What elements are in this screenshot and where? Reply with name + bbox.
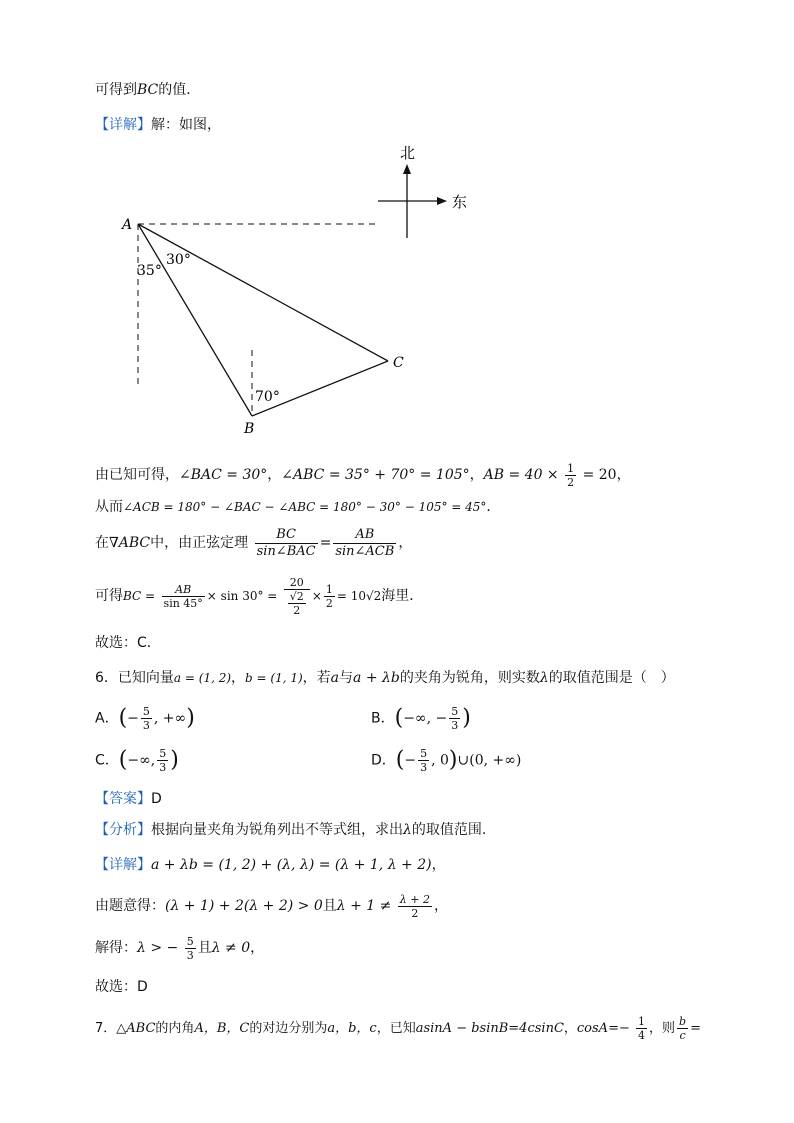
sine-f2-num: AB — [333, 527, 396, 544]
cond-pre: 由题意得： — [95, 898, 165, 914]
q7-triangle: △ABC — [116, 1021, 156, 1036]
intro-text-end: 的值． — [158, 82, 201, 98]
eq1-ab: AB = 40 × — [483, 467, 559, 483]
eq2-end: ． — [486, 499, 501, 515]
option-d-den: 3 — [420, 761, 428, 774]
option-b[interactable] — [371, 705, 471, 732]
q6-sep: ， — [231, 670, 246, 686]
eq4-f2-num: 20 — [284, 576, 310, 590]
option-a-post: , +∞ — [153, 710, 187, 727]
cond-lhs: λ + 1 ≠ — [336, 898, 392, 914]
option-a-den: 3 — [142, 719, 150, 732]
option-a-label: A． — [95, 710, 119, 727]
eq3-line — [95, 526, 412, 560]
sol-num: 5 — [186, 934, 194, 948]
detail2-end: ， — [431, 857, 446, 873]
eq4-mul: × sin 30° = — [206, 589, 278, 603]
point-a-label: A — [122, 217, 133, 233]
cond-ineq: (λ + 1) + 2(λ + 2) > 0 — [165, 898, 323, 914]
option-c[interactable] — [95, 747, 179, 774]
eq4-lhs: BC = — [123, 589, 156, 603]
option-d-label: D． — [371, 752, 396, 769]
point-c-label: C — [393, 355, 404, 371]
answer6-line: 故选：D — [95, 979, 148, 995]
option-a-pre: − — [127, 710, 139, 727]
q7-ratio-den: c — [679, 1029, 686, 1042]
option-a-lparen: ( — [118, 705, 128, 731]
answer-value: D — [151, 791, 162, 807]
eq1-ab-result: = 20 — [582, 467, 617, 483]
eq4-fraction-3 — [324, 583, 335, 610]
option-b-rparen: ) — [462, 705, 471, 731]
eq1-sep2: ， — [469, 467, 484, 483]
q6-lambda: λ — [539, 670, 549, 686]
q7-equation: asinA − bsinB=4csinC — [415, 1021, 564, 1036]
option-a-fraction — [141, 705, 152, 732]
question6-line — [95, 668, 675, 688]
intro-text: 可得到 — [95, 82, 137, 98]
eq4-inner-fraction — [288, 590, 306, 617]
option-c-lparen: ( — [118, 747, 128, 773]
answer-line — [95, 789, 162, 809]
option-d-rparen: ) — [448, 747, 458, 773]
eq4-mul2: × — [311, 589, 322, 603]
eq1-end: ， — [616, 467, 631, 483]
q6-sum: a + λb — [353, 670, 400, 686]
sol-den: 3 — [186, 948, 194, 962]
sol-fraction — [185, 935, 196, 962]
sine-f1-den: sin∠BAC — [256, 543, 316, 559]
q6-with: 与 — [339, 670, 354, 686]
option-b-num: 5 — [451, 705, 459, 718]
sine-f1-num: BC — [255, 527, 318, 544]
eq2-expr: ∠ACB = 180° − ∠BAC − ∠ABC = 180° − 30° − 105° = 45° — [123, 500, 487, 514]
analysis-lambda: λ — [403, 822, 412, 838]
q7-number: 7． — [95, 1021, 117, 1036]
eq3-end: ， — [398, 535, 413, 551]
q7-frac-den: 4 — [638, 1029, 645, 1042]
eq1-line — [95, 458, 631, 492]
eq4-fraction-2 — [284, 576, 310, 617]
sine-f2-den: sin∠ACB — [335, 543, 395, 559]
angle-70-label: 70° — [255, 389, 280, 405]
option-b-lparen: ( — [394, 705, 404, 731]
condition-line — [95, 888, 448, 924]
sol-and: 且 — [197, 940, 212, 956]
sine-fraction-1 — [255, 527, 318, 560]
cond-den: 2 — [411, 906, 419, 920]
q6-vector-b: b = (1, 1) — [245, 671, 303, 685]
option-b-label: B． — [371, 710, 395, 727]
q6-tail: 的取值范围是（ ） — [548, 670, 675, 686]
q6-number: 6． — [95, 670, 118, 686]
q6-pre: 已知向量 — [117, 670, 174, 686]
half-fraction — [565, 462, 576, 489]
q7-text2: 的对边分别为 — [249, 1021, 328, 1036]
angle-35-label: 35° — [137, 263, 162, 279]
question7-line — [95, 1012, 701, 1046]
side-ab — [138, 224, 252, 416]
eq1-pre: 由已知可得， — [95, 467, 179, 483]
analysis-tag: 【分析】 — [95, 822, 151, 838]
option-d-lparen: ( — [395, 747, 405, 773]
answer-tag: 【答案】 — [95, 791, 151, 807]
intro-line — [95, 80, 200, 100]
eq4-result: = 10√2 — [336, 589, 382, 603]
north-arrow-icon — [403, 164, 411, 174]
option-c-pre: −∞, — [127, 752, 156, 769]
eq2-pre: 从而 — [95, 499, 123, 515]
analysis-line — [95, 820, 486, 840]
eq4-f1-den: sin 45° — [163, 596, 203, 610]
eq4-f2-den — [284, 590, 310, 617]
q7-frac-num: 1 — [638, 1015, 645, 1028]
point-b-label: B — [244, 421, 255, 437]
option-c-label: C． — [95, 752, 119, 769]
north-label: 北 — [400, 144, 416, 162]
eq2-line — [95, 497, 500, 517]
option-a[interactable] — [95, 705, 195, 732]
eq4-inner-den: 2 — [293, 603, 301, 617]
sol-end: ， — [250, 940, 265, 956]
angle-30-label: 30° — [166, 252, 191, 268]
option-d-num: 5 — [420, 747, 428, 760]
detail2-expr: a + λb = (1, 2) + (λ, λ) = (λ + 1, λ + 2) — [151, 857, 432, 873]
east-label: 东 — [452, 193, 468, 211]
east-arrow-icon — [437, 197, 447, 205]
q7-text4: ， — [563, 1021, 577, 1036]
option-a-num: 5 — [142, 705, 150, 718]
solution-line — [95, 930, 264, 966]
option-d-tail: ∪(0, +∞) — [457, 752, 522, 769]
half-den: 2 — [567, 475, 575, 489]
option-b-fraction — [449, 705, 460, 732]
q7-vertices: A，B，C — [194, 1021, 250, 1036]
option-c-rparen: ) — [170, 747, 179, 773]
answer5-line: 故选：C． — [95, 635, 161, 651]
detail2-tag: 【详解】 — [95, 857, 151, 873]
detail2-line — [95, 855, 446, 875]
cond-and: 且 — [322, 898, 337, 914]
q6-vector-a: a = (1, 2) — [173, 671, 232, 685]
cond-fraction — [398, 893, 432, 920]
q6-post: 的夹角为锐角，则实数 — [399, 670, 540, 686]
sol-rhs: λ ≠ 0 — [211, 940, 251, 956]
cond-num: λ + 2 — [399, 892, 430, 906]
eq3-triangle: ∇ABC — [109, 535, 151, 551]
q7-ratio — [677, 1015, 688, 1042]
option-b-pre: −∞, − — [403, 710, 448, 727]
q7-tail: = — [690, 1021, 701, 1036]
q7-sides: a，b，c — [327, 1021, 377, 1036]
detail-text: 解：如图， — [151, 117, 221, 133]
sol-lhs: λ > − — [137, 940, 179, 956]
q6-mid: ，若 — [302, 670, 331, 686]
eq4-f3-num: 1 — [325, 582, 333, 596]
option-c-fraction — [157, 747, 168, 774]
eq3-mid: 中，由正弦定理 — [150, 535, 249, 551]
option-d-fraction — [418, 747, 429, 774]
var-bc: BC — [137, 82, 159, 98]
option-c-num: 5 — [159, 747, 167, 760]
q7-fraction — [636, 1015, 647, 1042]
eq4-line — [95, 572, 423, 620]
eq4-unit: 海里． — [381, 588, 424, 604]
sol-pre: 解得： — [95, 940, 137, 956]
q7-text1: 的内角 — [155, 1021, 195, 1036]
detail-tag: 【详解】 — [95, 117, 151, 133]
eq4-fraction-1 — [162, 583, 205, 610]
cond-end: ， — [433, 898, 448, 914]
option-a-rparen: ) — [186, 705, 195, 731]
option-d-post: , 0 — [431, 752, 449, 769]
detail-line — [95, 115, 221, 135]
q7-ratio-num: b — [679, 1015, 687, 1028]
eq1-bac: ∠BAC = 30° — [179, 467, 268, 483]
eq4-f1-num: AB — [162, 583, 205, 597]
eq3-pre: 在 — [95, 535, 109, 551]
analysis-post: 的取值范围. — [411, 822, 487, 838]
side-ac — [138, 224, 388, 361]
q7-cos: cosA=− — [576, 1021, 630, 1036]
option-d-pre: − — [404, 752, 417, 769]
option-c-den: 3 — [159, 761, 167, 774]
eq4-inner-num: √2 — [289, 589, 304, 603]
analysis-text: 根据向量夹角为锐角列出不等式组，求出 — [151, 822, 403, 838]
navigation-diagram — [110, 140, 490, 440]
eq1-abc: ∠ABC = 35° + 70° = 105° — [281, 467, 470, 483]
eq4-pre: 可得 — [95, 588, 123, 604]
half-num: 1 — [567, 461, 575, 475]
sine-fraction-2 — [333, 527, 396, 560]
option-d[interactable] — [371, 747, 521, 774]
q7-text3: ，已知 — [376, 1021, 416, 1036]
q7-text5: ，则 — [649, 1021, 676, 1036]
eq4-f3-den: 2 — [325, 596, 333, 610]
q6-a: a — [330, 670, 340, 686]
eq3-equals: = — [319, 535, 332, 551]
option-b-den: 3 — [451, 719, 459, 732]
eq1-sep1: ， — [267, 467, 282, 483]
